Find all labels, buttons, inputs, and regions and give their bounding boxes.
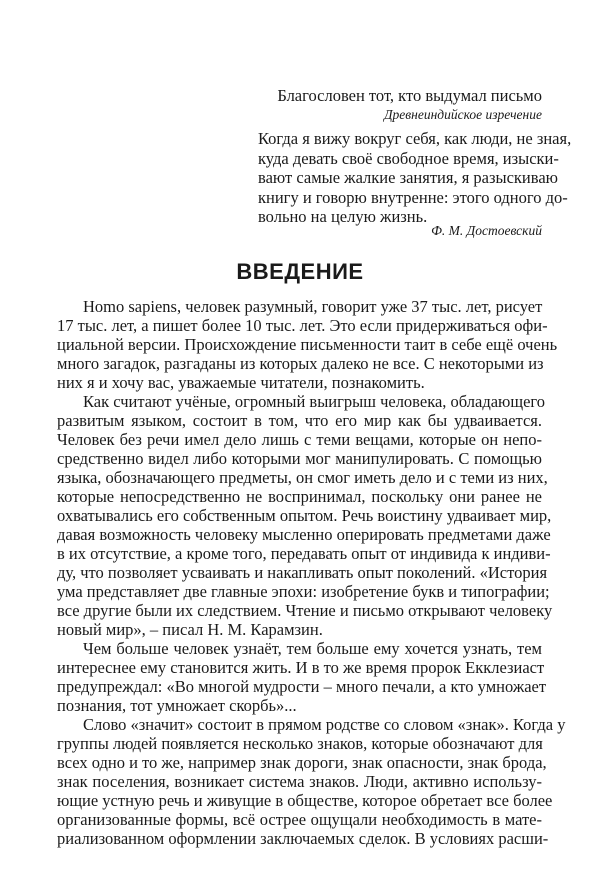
- paragraph: [57, 392, 553, 639]
- quote-line: книгу и говорю внутренне: этого одного до-: [258, 187, 568, 207]
- quote-line: вольно на целую жизнь.: [258, 207, 428, 227]
- text-line: в их отсутствие, а кроме того, передавать опыт от индивида к индиви-: [57, 544, 551, 563]
- epigraph-quote-author: Ф. М. Достоевский: [431, 223, 542, 238]
- text-line: познания, тот умножает скорбь»...: [57, 696, 297, 715]
- text-line: Человек без речи имел дело лишь с теми вещами, которые он непо-: [57, 430, 542, 449]
- epigraph-quote: [258, 129, 572, 227]
- text-line: группы людей появляется несколько знаков, которые обозначают для: [57, 734, 543, 753]
- epigraph-motto-source: Древнеиндийское изречение: [383, 107, 542, 122]
- text-line: которые непосредственно не воспринимал, поскольку они ранее не: [57, 487, 542, 506]
- text-line: много загадок, разгаданы из которых далеко не все. С некоторыми из: [57, 354, 544, 373]
- paragraph: [57, 297, 558, 392]
- paragraph: [57, 639, 547, 715]
- text-line: Слово «значит» состоит в прямом родстве со словом «знак». Когда у: [83, 715, 566, 734]
- text-line: знак поселения, возникает система знаков. Люди, активно использу-: [57, 772, 542, 791]
- text-line: ума представляет две главные эпохи: изобретение букв и типографии;: [57, 582, 550, 601]
- quote-line: куда девать своё свободное время, изыски-: [258, 148, 559, 168]
- text-line: циальной версии. Происхождение письменности таит в себе ещё очень: [57, 335, 558, 354]
- text-line: ющие устную речь и живущие в обществе, которое обретает все более: [57, 791, 553, 810]
- text-line: давая возможность человеку мысленно оперировать предметами даже: [57, 525, 551, 544]
- text-line: Homo sapiens, человек разумный, говорит уже 37 тыс. лет, рисует: [83, 297, 543, 316]
- chapter-heading: ВВЕДЕНИЕ: [236, 259, 364, 284]
- quote-line: Когда я вижу вокруг себя, как люди, не зная,: [258, 129, 572, 148]
- text-line: интереснее ему становится жить. И в то же время пророк Екклезиаст: [57, 658, 545, 677]
- text-line: новый мир», – писал Н. М. Карамзин.: [57, 620, 323, 639]
- body-text: [57, 297, 566, 848]
- text-line: ду, что позволяет усваивать и накапливать опыт поколений. «История: [57, 563, 548, 582]
- quote-line: вают самые жалкие занятия, я разыскиваю: [258, 168, 558, 188]
- text-line: них я и хочу вас, уважаемые читатели, познакомить.: [57, 373, 425, 392]
- text-line: охватывались его собственным опытом. Речь воистину удваивает мир,: [57, 506, 552, 525]
- text-line: развитым языком, состоит в том, что его мир как бы удваивается.: [57, 411, 542, 430]
- text-line: всех одно и то же, например знак дороги, знак опасности, знак брода,: [57, 753, 547, 772]
- text-line: риализованном оформлении заключаемых сделок. В условиях расши-: [57, 829, 549, 848]
- text-line: средственно видел либо которыми мог манипулировать. С помощью: [57, 449, 542, 468]
- text-line: Чем больше человек узнаёт, тем больше ему хочется узнать, тем: [83, 639, 542, 658]
- text-line: 17 тыс. лет, а пишет более 10 тыс. лет. Это если придерживаться офи-: [57, 316, 548, 335]
- epigraph-motto: Благословен тот, кто выдумал письмо: [277, 86, 542, 105]
- text-line: организованные формы, всё острее ощущали необходимость в мате-: [57, 810, 542, 829]
- text-line: предупреждал: «Во многой мудрости – много печали, а кто умножает: [57, 677, 547, 696]
- text-line: языка, обозначающего предметы, он смог иметь дело и с теми из них,: [57, 468, 548, 487]
- paragraph: [57, 715, 566, 848]
- text-line: Как считают учёные, огромный выигрыш человека, обладающего: [83, 392, 546, 411]
- text-line: все другие были их следствием. Чтение и письмо открывают человеку: [57, 601, 553, 620]
